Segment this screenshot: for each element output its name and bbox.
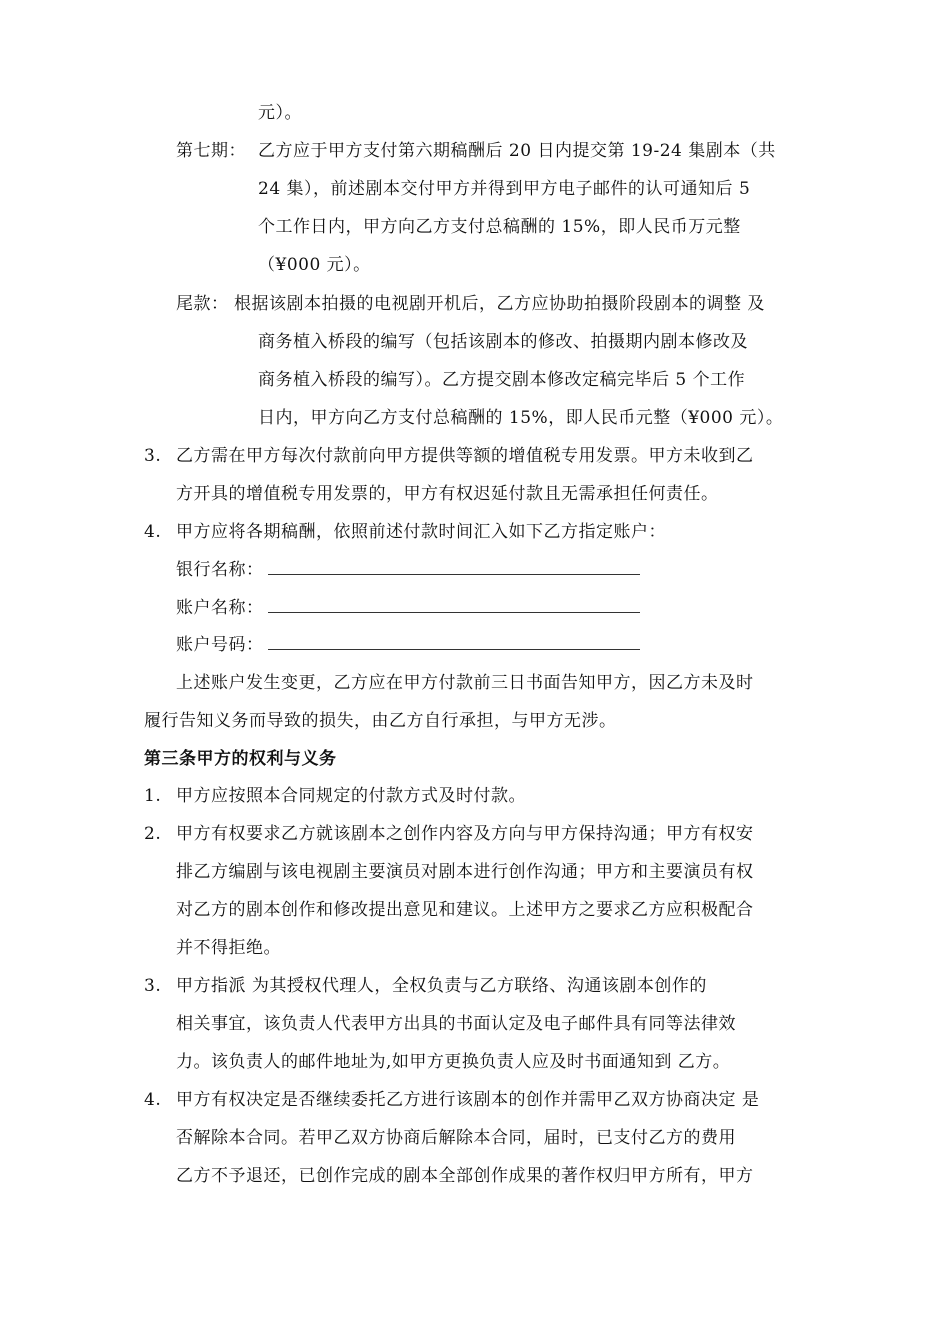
payment-tail-line4: 日内，甲方向乙方支付总稿酬的 15%，即人民币元整（¥000 元）。 [258, 408, 784, 428]
article3-item3-line2: 相关事宜，该负责人代表甲方出具的书面认定及电子邮件具有同等法律效 [176, 1014, 736, 1034]
payment-p6-end: 元）。 [258, 103, 302, 123]
payment-p7-line3: 个工作日内，甲方向乙方支付总稿酬的 15%，即人民币万元整 [258, 217, 741, 237]
clause4-number: 4. [144, 522, 162, 542]
article3-item2-line1: 甲方有权要求乙方就该剧本之创作内容及方向与甲方保持沟通；甲方有权安 [176, 824, 754, 844]
account-number-label: 账户号码： [176, 635, 264, 655]
article3-item3-number: 3. [144, 976, 162, 996]
article3-item2-line4: 并不得拒绝。 [176, 938, 281, 958]
payment-p7-label: 第七期： [176, 141, 246, 161]
article3-item2-line3: 对乙方的剧本创作和修改提出意见和建议。上述甲方之要求乙方应积极配合 [176, 900, 754, 920]
article3-item2-number: 2. [144, 824, 162, 844]
article3-item4-line3: 乙方不予退还，已创作完成的剧本全部创作成果的著作权归甲方所有，甲方 [176, 1166, 754, 1186]
bank-name-row [176, 559, 640, 581]
account-number-row [176, 634, 640, 656]
bank-name-label: 银行名称： [176, 560, 264, 580]
article3-item3-line1: 甲方指派 为其授权代理人，全权负责与乙方联络、沟通该剧本创作的 [176, 976, 707, 996]
article3-item4-number: 4. [144, 1090, 162, 1110]
article3-item4-line1: 甲方有权决定是否继续委托乙方进行该剧本的创作并需甲乙双方协商决定 是 [176, 1090, 760, 1110]
clause4-note-line2: 履行告知义务而导致的损失，由乙方自行承担，与甲方无涉。 [144, 711, 617, 731]
article3-item1-line1: 甲方应按照本合同规定的付款方式及时付款。 [176, 786, 526, 806]
article3-item3-line3: 力。该负责人的邮件地址为,如甲方更换负责人应及时书面通知到 乙方。 [176, 1052, 731, 1072]
payment-tail-label: 尾款： [176, 294, 229, 314]
payment-p7-line4: （¥000 元）。 [258, 255, 371, 275]
payment-tail-line3: 商务植入桥段的编写）。乙方提交剧本修改定稿完毕后 5 个工作 [258, 370, 746, 390]
account-name-row [176, 597, 640, 619]
bank-name-blank [268, 560, 640, 575]
clause4-note-line1: 上述账户发生变更，乙方应在甲方付款前三日书面告知甲方，因乙方未及时 [176, 673, 754, 693]
clause4-line1: 甲方应将各期稿酬，依照前述付款时间汇入如下乙方指定账户： [176, 522, 666, 542]
article3-item1-number: 1. [144, 786, 162, 806]
account-name-blank [268, 598, 640, 613]
clause3-line1: 乙方需在甲方每次付款前向甲方提供等额的增值税专用发票。甲方未收到乙 [176, 446, 754, 466]
account-name-label: 账户名称： [176, 598, 264, 618]
article3-item4-line2: 否解除本合同。若甲乙双方协商后解除本合同，届时，已支付乙方的费用 [176, 1128, 736, 1148]
payment-p7-line2: 24 集），前述剧本交付甲方并得到甲方电子邮件的认可通知后 5 [258, 179, 751, 199]
payment-tail-line2: 商务植入桥段的编写（包括该剧本的修改、拍摄期内剧本修改及 [258, 332, 748, 352]
payment-p7-line1: 乙方应于甲方支付第六期稿酬后 20 日内提交第 19-24 集剧本（共 [258, 141, 776, 161]
account-number-blank [268, 635, 640, 650]
article3-item2-line2: 排乙方编剧与该电视剧主要演员对剧本进行创作沟通；甲方和主要演员有权 [176, 862, 754, 882]
article3-heading: 第三条甲方的权利与义务 [144, 749, 337, 769]
clause3-line2: 方开具的增值税专用发票的，甲方有权迟延付款且无需承担任何责任。 [176, 484, 719, 504]
clause3-number: 3. [144, 446, 162, 466]
payment-tail-line1: 根据该剧本拍摄的电视剧开机后，乙方应协助拍摄阶段剧本的调整 及 [234, 294, 765, 314]
